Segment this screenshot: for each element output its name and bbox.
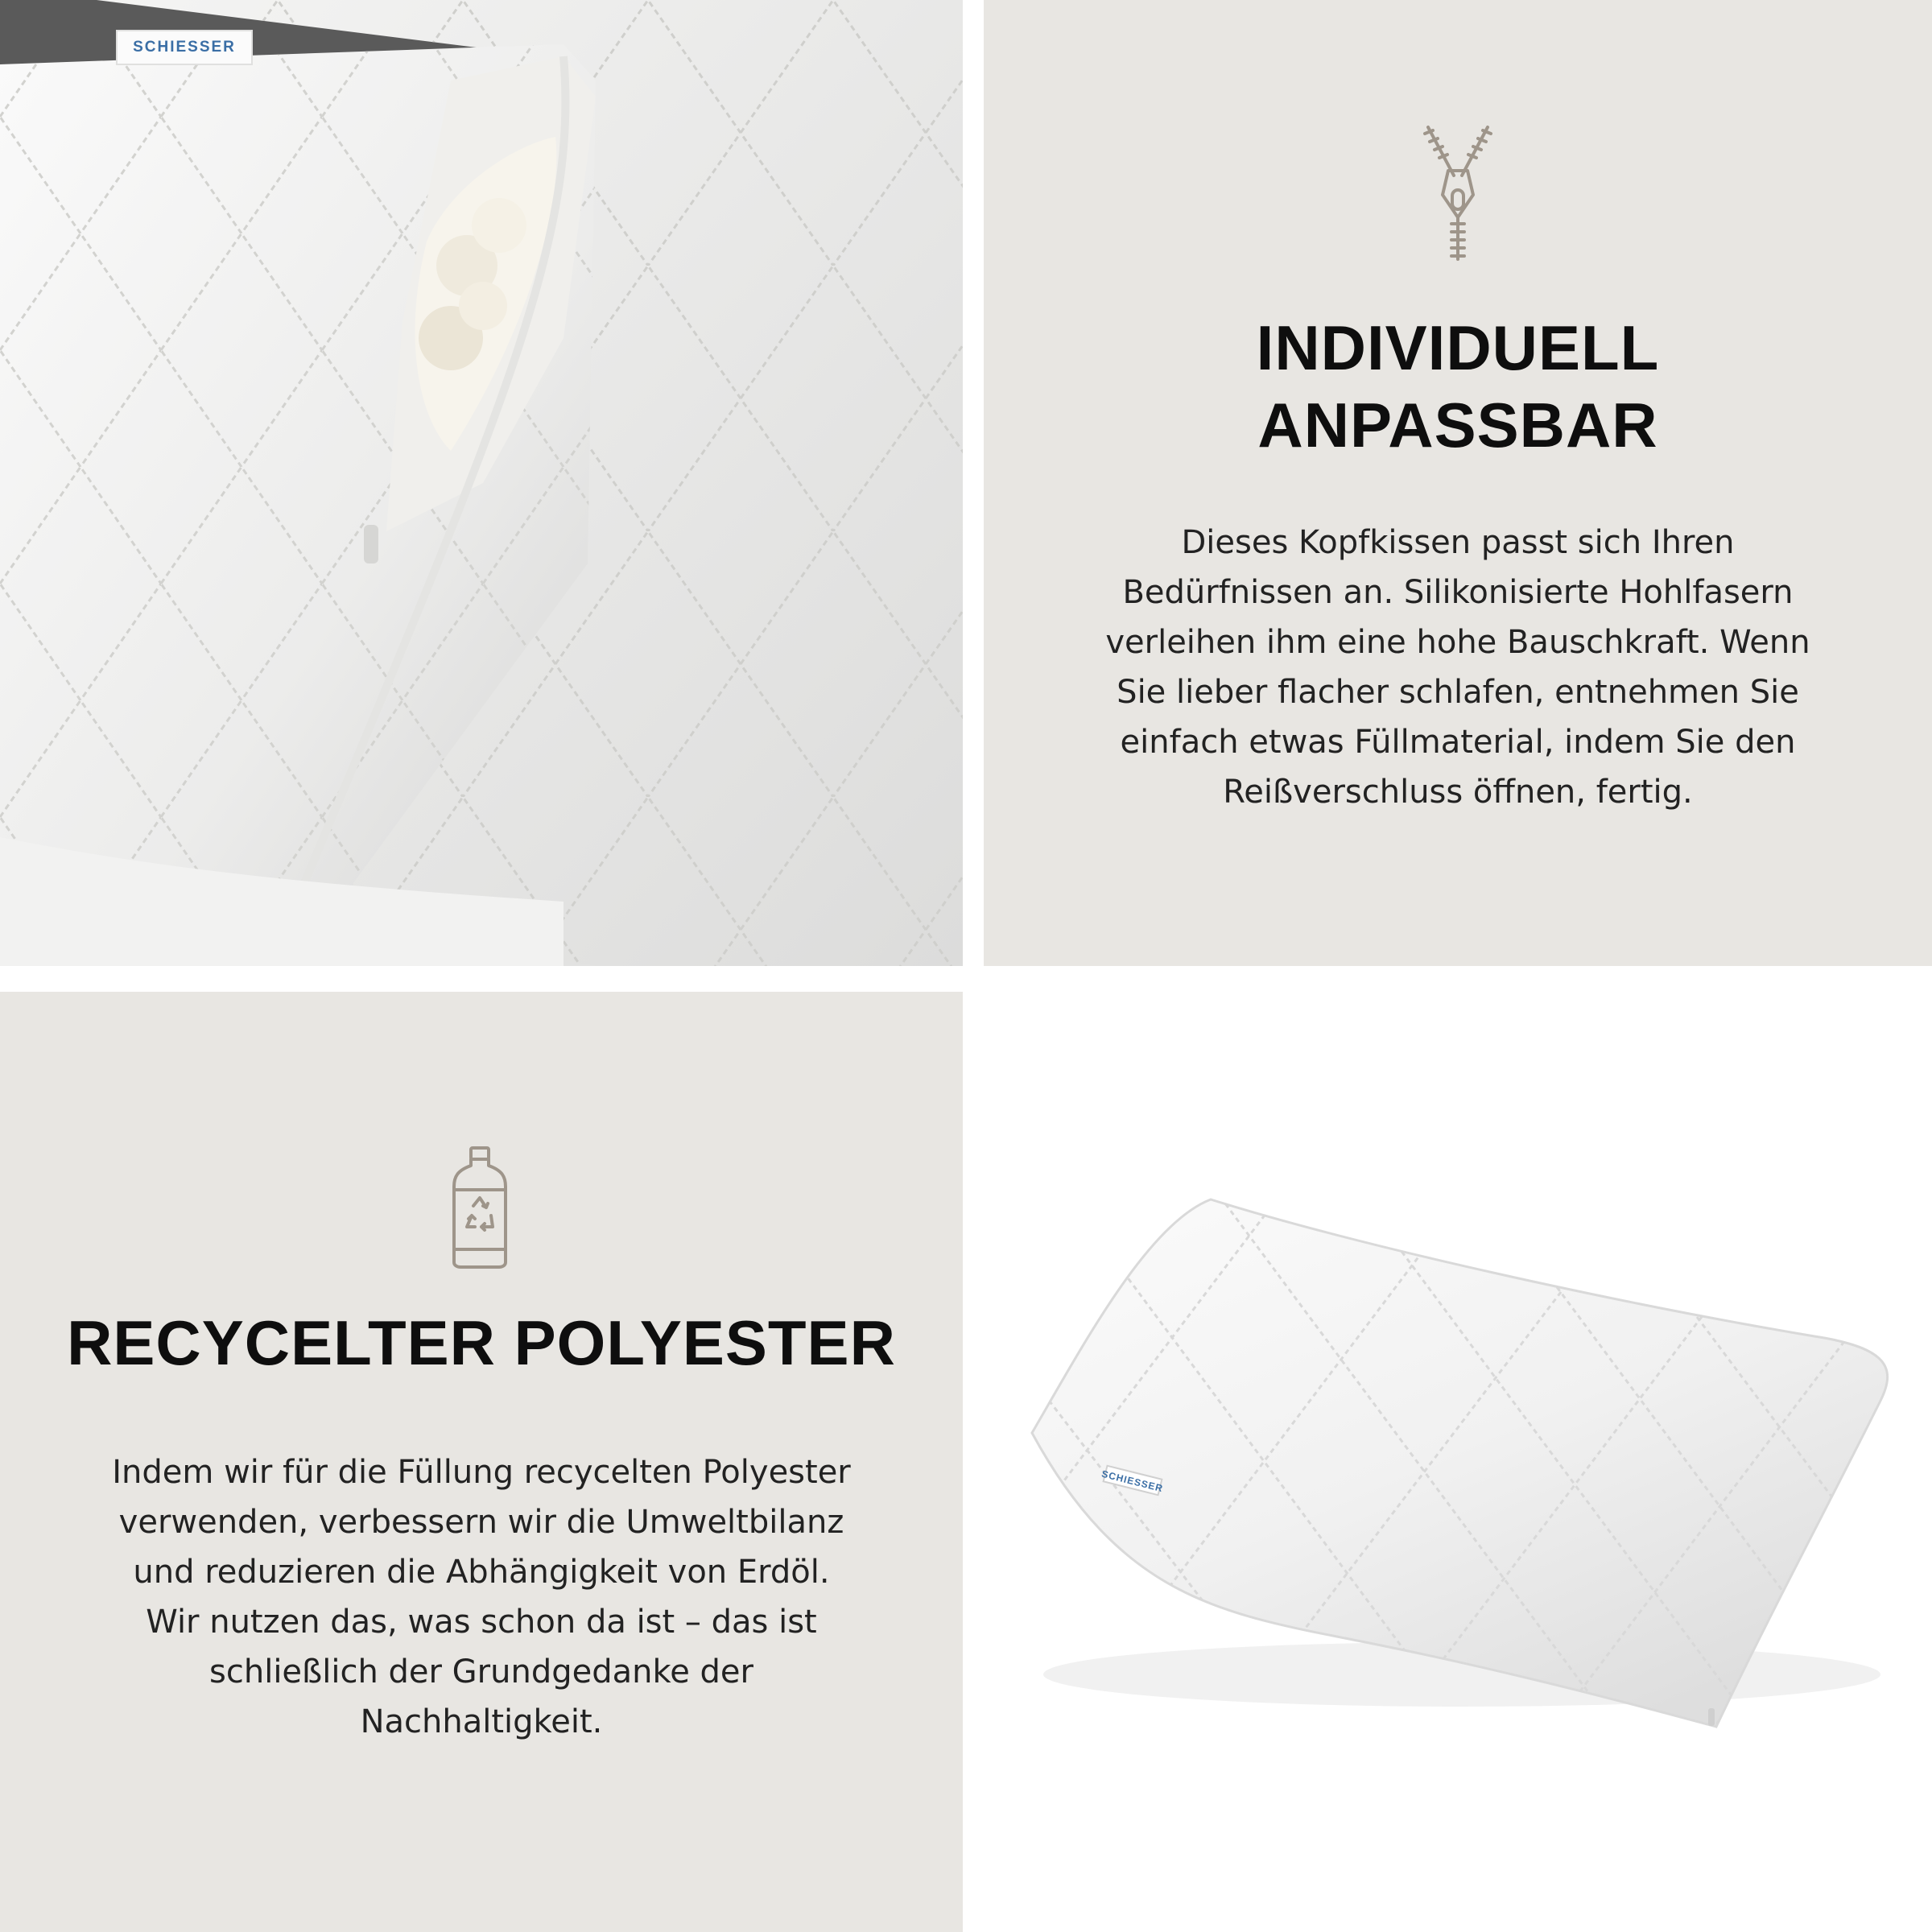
zipper-icon bbox=[1422, 121, 1494, 266]
text-line-2: verwenden, verbessern wir die Umweltbilanz bbox=[118, 1504, 844, 1541]
title-line-1: INDIVIDUELL bbox=[1256, 312, 1660, 383]
feature-panel-adjustable bbox=[984, 0, 1932, 966]
text-line-1: Dieses Kopfkissen passt sich Ihren bbox=[1181, 524, 1735, 561]
text-line-3: verleihen ihm eine hohe Bauschkraft. Wenn bbox=[1105, 624, 1810, 661]
product-pillow-illustration bbox=[963, 966, 1932, 1932]
text-line-2: Bedürfnissen an. Silikonisierte Hohlfasern bbox=[1122, 574, 1794, 611]
text-line-4: Sie lieber flacher schlafen, entnehmen Sie bbox=[1117, 674, 1799, 711]
recycle-bottle-icon bbox=[449, 1145, 510, 1270]
pillow-photo-illustration bbox=[0, 0, 963, 966]
zipper-pull bbox=[1708, 1708, 1715, 1726]
pillow-zipper-photo bbox=[0, 0, 963, 966]
feature-description-adjustable bbox=[1000, 518, 1916, 817]
text-line-5: einfach etwas Füllmaterial, indem Sie den bbox=[1120, 724, 1796, 761]
text-line-6: Reißverschluss öffnen, fertig. bbox=[1223, 774, 1693, 811]
text-line-3: und reduzieren die Abhängigkeit von Erdöl. bbox=[133, 1554, 830, 1591]
feature-title-recycled: RECYCELTER POLYESTER bbox=[67, 1307, 896, 1378]
text-line-5: schließlich der Grundgedanke der bbox=[209, 1653, 753, 1690]
text-line-4: Wir nutzen das, was schon da ist – das ist bbox=[146, 1604, 817, 1641]
feature-title-adjustable bbox=[984, 309, 1932, 464]
product-pillow-photo bbox=[963, 966, 1932, 1932]
feature-panel-recycled bbox=[0, 992, 963, 1932]
text-line-6: Nachhaltigkeit. bbox=[360, 1703, 603, 1740]
title-line-2: ANPASSBAR bbox=[1257, 390, 1658, 460]
brand-label-text: SCHIESSER bbox=[133, 39, 236, 56]
product-brand-label-text: SCHIESSER bbox=[1100, 1468, 1165, 1495]
feature-description-recycled bbox=[16, 1447, 947, 1747]
text-line-1: Indem wir für die Füllung recycelten Polyester bbox=[112, 1454, 851, 1491]
